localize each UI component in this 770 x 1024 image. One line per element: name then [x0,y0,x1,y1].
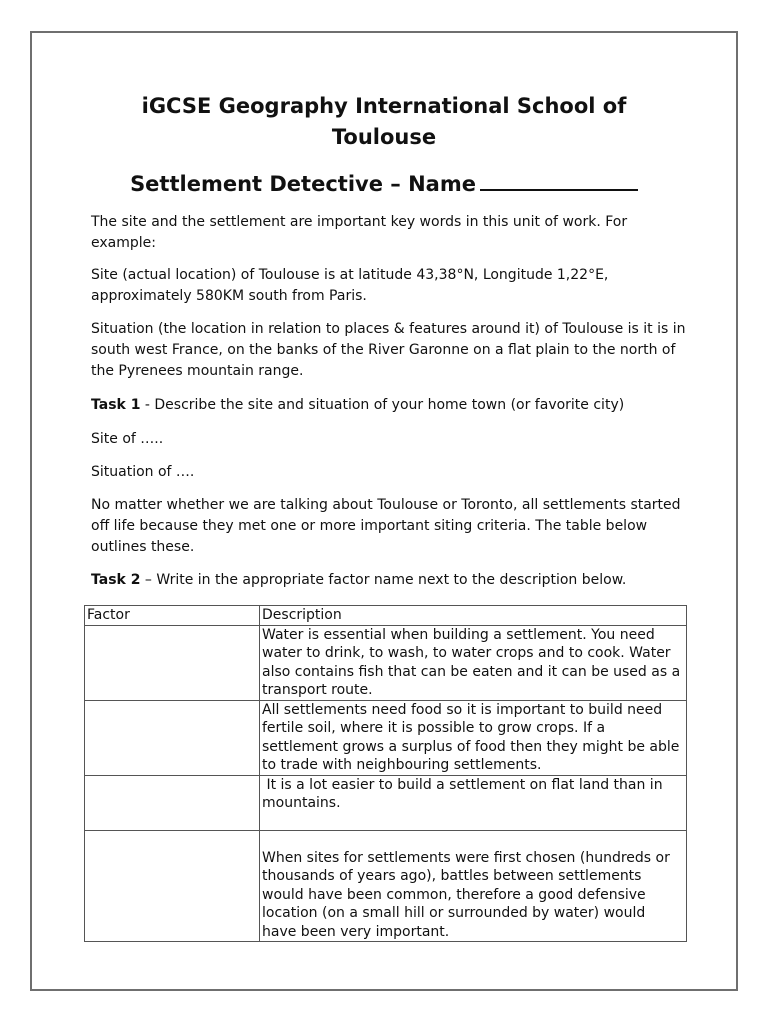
description-cell: All settlements need food so it is important to build need fertile soil, where it is possible to grow crops. If a settlement grows a surplus of food then they might be able to trade with neighbouring settlements. [260,700,687,775]
description-cell: It is a lot easier to build a settlement on flat land than in mountains. [260,775,687,830]
task-2-paragraph [91,570,691,591]
situation-example-paragraph: Situation (the location in relation to places & features around it) of Toulouse is it is in south west France, on the banks of the River Garonne on a flat plain to the north of the Pyrenees mountain range. [91,321,686,379]
task-1-label: Task 1 [91,397,141,413]
factor-answer-cell[interactable] [85,830,260,942]
document-title-line-2: Toulouse [331,125,437,149]
task-1-paragraph [91,395,691,416]
document-title-line-1: iGCSE Geography International School of [141,94,627,118]
table-row [85,625,687,700]
table-header-row [85,606,687,626]
task-2-label: Task 2 [91,572,141,588]
factor-answer-cell[interactable] [85,625,260,700]
task-1-text: - Describe the site and situation of your home town (or favorite city) [140,397,625,413]
site-of-prompt[interactable]: Site of ….. [91,431,164,447]
table-row [85,700,687,775]
table-row [85,830,687,942]
factor-answer-cell[interactable] [85,700,260,775]
criteria-intro-paragraph: No matter whether we are talking about Toulouse or Toronto, all settlements started off life because they met one or more important siting criteria. The table below outlines these. [91,497,681,555]
subtitle-text: Settlement Detective – Name [130,172,476,196]
table-row [85,775,687,830]
task-2-text: – Write in the appropriate factor name next to the description below. [140,572,627,588]
factor-description-table [84,605,687,942]
situation-of-prompt[interactable]: Situation of …. [91,464,195,480]
site-example-paragraph: Site (actual location) of Toulouse is at latitude 43,38°N, Longitude 1,22°E, approximately 580KM south from Paris. [91,267,609,304]
worksheet-subtitle [30,167,738,200]
name-blank-field[interactable] [480,167,638,191]
factor-column-header: Factor [85,606,260,626]
factor-answer-cell[interactable] [85,775,260,830]
description-cell: Water is essential when building a settlement. You need water to drink, to wash, to water crops and to cook. Water also contains fish that can be eaten and it can be used as a transport route. [260,625,687,700]
intro-paragraph: The site and the settlement are important key words in this unit of work. For example: [91,214,628,251]
description-column-header: Description [260,606,687,626]
description-cell: When sites for settlements were first chosen (hundreds or thousands of years ago), battles between settlements would have been common, therefore a good defensive location (on a small hill or surrounded by water) would have been very important. [260,830,687,942]
